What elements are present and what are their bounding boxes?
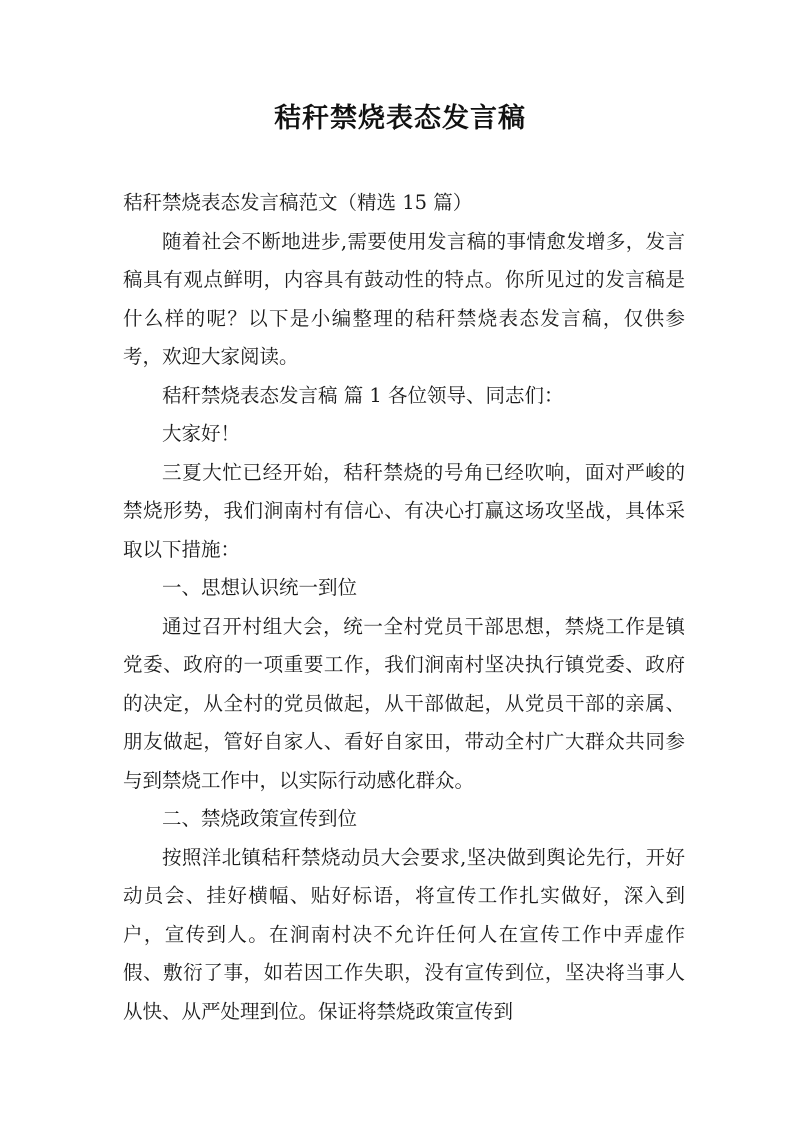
paragraph: 按照洋北镇秸秆禁烧动员大会要求,坚决做到舆论先行，开好动员会、挂好横幅、贴好标语，将宣传工作扎实做好，深入到户，宣传到人。在涧南村决不允许任何人在宣传工作中弄虚作假、敷衍了事，如若因工作失职，没有宣传到位，坚决将当事人从快、从严处理到位。保证将禁烧政策宣传到 bbox=[123, 845, 685, 1023]
paragraph: 随着社会不断地进步,需要使用发言稿的事情愈发增多，发言稿具有观点鲜明，内容具有鼓动性的特点。你所见过的发言稿是什么样的呢？以下是小编整理的秸秆禁烧表态发言稿，仅供参考，欢迎大家阅读。 bbox=[123, 229, 685, 368]
section-heading: 一、思想认识统一到位 bbox=[162, 576, 358, 599]
paragraph: 大家好！ bbox=[162, 422, 241, 445]
section-heading: 二、禁烧政策宣传到位 bbox=[162, 807, 358, 830]
paragraph: 三夏大忙已经开始，秸秆禁烧的号角已经吹响，面对严峻的禁烧形势，我们涧南村有信心、有决心打赢这场攻坚战，具体采取以下措施： bbox=[123, 460, 685, 561]
document-body bbox=[123, 184, 685, 1031]
paragraph: 秸秆禁烧表态发言稿 篇 1 各位领导、同志们： bbox=[162, 383, 564, 407]
paragraph: 通过召开村组大会，统一全村党员干部思想，禁烧工作是镇党委、政府的一项重要工作，我们涧南村坚决执行镇党委、政府的决定，从全村的党员做起，从干部做起，从党员干部的亲属、朋友做起，管好自家人、看好自家田，带动全村广大群众共同参与到禁烧工作中，以实际行动感化群众。 bbox=[123, 614, 685, 792]
paragraph: 秸秆禁烧表态发言稿范文（精选 15 篇） bbox=[123, 191, 473, 214]
document-title: 秸秆禁烧表态发言稿 bbox=[274, 103, 526, 134]
